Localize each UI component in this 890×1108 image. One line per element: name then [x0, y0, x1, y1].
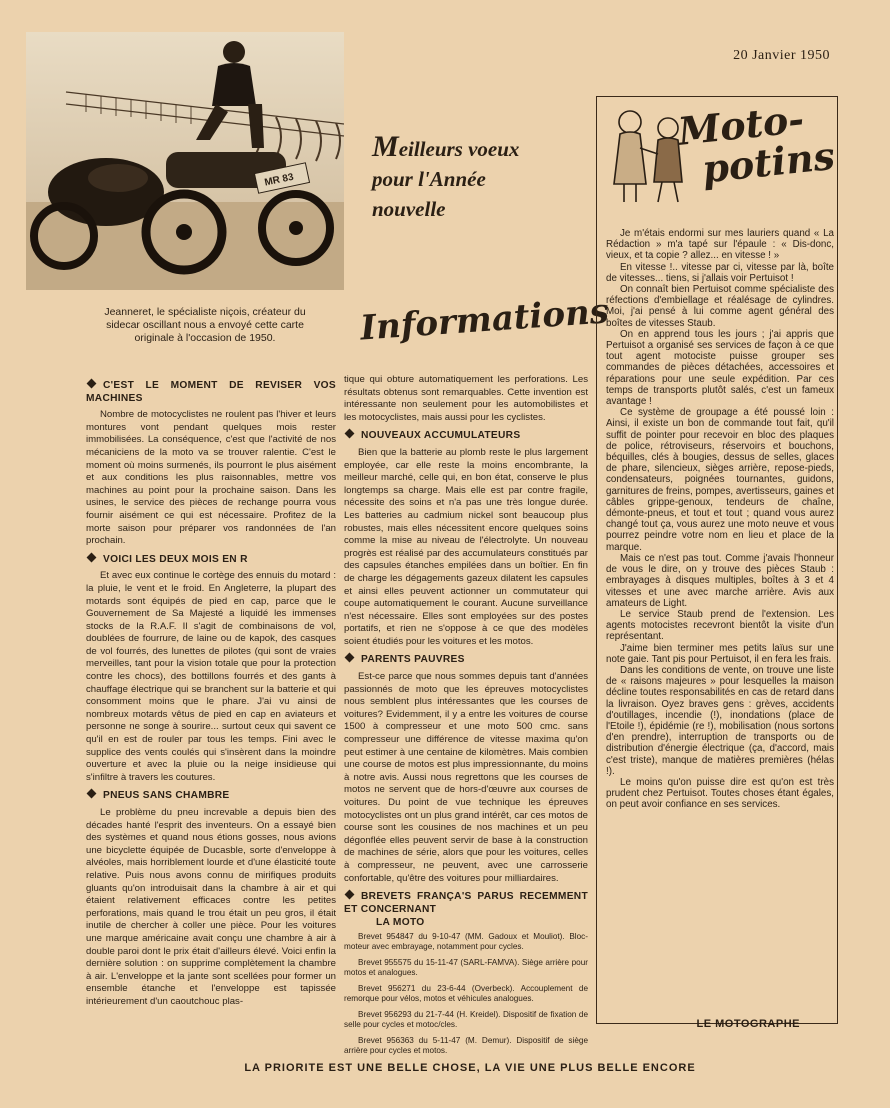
- section-title: PARENTS PAUVRES: [361, 654, 465, 666]
- diamond-bullet-icon: [87, 552, 97, 562]
- diamond-bullet-icon: [87, 789, 97, 799]
- footer-slogan: LA PRIORITE EST UNE BELLE CHOSE, LA VIE UNE PLUS BELLE ENCORE: [244, 1062, 696, 1074]
- continuation-paragraph: tique qui obture automatiquement les perforations. Les résultats obtenus sont remarquables. Cette invention est intéressante non seulement pour les automobilistes et les motocyclistes, mais aussi pour les cyclistes.: [344, 374, 588, 423]
- column-1: [86, 374, 336, 1015]
- informations-heading: [358, 291, 611, 370]
- greeting-line-1: [372, 132, 584, 164]
- cartoon-figures: [614, 111, 682, 202]
- diamond-bullet-icon: [345, 890, 355, 900]
- section-heading: [86, 790, 336, 803]
- motopotins-paragraph: En vitesse !.. vitesse par ci, vitesse par là, boîte de vitesses... tiens, si j'allais voir Pertuisot !: [606, 261, 834, 284]
- motopotins-paragraph: On connaît bien Pertuisot comme spécialiste des réfections d'embiellage et réalésage de cylindres. Moi, j'ai pensé à lui comme agent général des boîtes de vitesses Staub.: [606, 284, 834, 329]
- section-title: NOUVEAUX ACCUMULATEURS: [361, 430, 521, 442]
- issue-date: 20 Janvier 1950: [733, 48, 830, 63]
- section-heading: [344, 654, 588, 667]
- brevet-entry: Brevet 956271 du 23-6-44 (Overbeck). Accouplement de remorque pour vélos, motos et véhicules analogues.: [344, 983, 588, 1003]
- brevet-entry: Brevet 954847 du 9-10-47 (MM. Gadoux et Mouliot). Bloc-moteur avec embrayage, notamment pour cycles.: [344, 931, 588, 951]
- section-paragraph: Bien que la batterie au plomb reste le plus largement employée, car elle reste la moins encombrante, la meilleur marché, celle qui, en bon état, conserve le plus longtemps sa charge. Mais elle est par contre fragile, nécessite des soins et n'a pas une très longue durée. Les batteries au cadmium nickel sont beaucoup plus robustes, mais elles nécessitent encore quelques soins comme la mise au niveau de l'électrolyte. Un nouveau progrès est réalisé par des accumulateurs constitués par des capsules étanches empilées dans un boîtier. En fin de charge les dégagements gazeux dilatent les capsules et ainsi elles peuvent actionner un commutateur qui coupe automatiquement le courant. Aucune surveillance n'est nécessaire. Elles sont employées sur des postes portatifs, et rien ne s'oppose à ce que des modèles soient étudiés pour les voitures et les motos.: [344, 446, 588, 647]
- motopotins-signature: LE MOTOGRAPHE: [696, 1018, 800, 1030]
- motopotins-paragraph: Le moins qu'on puisse dire est qu'on est très prudent chez Pertuisot. Toutes choses étant égales, on peut avoir confiance en ses services.: [606, 776, 834, 811]
- motopotins-paragraph: Dans les conditions de vente, on trouve une liste de « raisons majeures » pour lesquelles la maison décline toutes responsabilités en cas de retard dans la livraison. Oyez braves gens : grèves, accidents d'outillages, incendie (!), inondations (place de l'Etoile !), épidémie (re !), mobilisation (nous sortons d'en prendre), interruption de transports ou de distribution d'énergie électrique (ça, d'accord, mais c'est triste), manque de matières premières (hélas !).: [606, 664, 834, 777]
- section-paragraph: Est-ce parce que nous sommes depuis tant d'années passionnés de moto que les épreuves motocyclistes nous semblent plus intéressantes que les courses de voitures? Evidemment, il y a entre les voitures de course 1500 à compresseur et une moto 500 cmc. sans compresseur une différence de vitesse maxima qu'on peut estimer à une centaine de kilomètres. Mais combien une course de motos est plus impressionnante, du moins à notre avis. Aussi nous regrettons que les courses de motos ne servent que de hors-d'œuvre aux courses de voitures. Du point de vue technique les épreuves motocyclistes ont un plus grand intérêt, car ces motos de course sont les cousines de nos machines et un peu dégonflée elles peuvent servir de base à la construction de machines de série, alors que pour les voitures, celles à compresseur, ne peuvent, avec une carrosserie confortable, qu'être des voitures pour milliardaires.: [344, 671, 588, 884]
- brevets-title: BREVETS FRANÇA'S PARUS RECEMMENT ET CONCERNANT: [344, 891, 588, 915]
- diamond-bullet-icon: [87, 379, 97, 389]
- diamond-bullet-icon: [345, 429, 355, 439]
- motopotins-paragraph: On en apprend tous les jours ; j'ai appris que Pertuisot a organisé ses services de façon à ce que tout agent motociste puisse grouper ses commandes de pièces détachées, accessoires et réparations pour une seule expédition. Par ces temps de transports plutôt salés, c'est un fameux avantage !: [606, 328, 834, 408]
- sidecar-photo: [26, 32, 344, 290]
- greeting: [372, 132, 584, 224]
- greeting-line-1-text: eilleurs voeux: [398, 137, 520, 161]
- motopotins-title-line-1: Moto-: [675, 95, 807, 154]
- motopotins-paragraph: Je m'étais endormi sur mes lauriers quand « La Rédaction » m'a tapé sur l'épaule : « Dis-donc, vieux, et ta copie ? allez... en vitesse ! »: [606, 228, 834, 262]
- brevet-entry: Brevet 956363 du 5-11-47 (M. Demur). Dispositif de siège arrière pour cycles et motos.: [344, 1035, 588, 1055]
- greeting-line-2: pour l'Année: [372, 167, 486, 191]
- motopotins-title: [675, 95, 837, 192]
- greeting-initial: M: [372, 130, 399, 163]
- column-2: [344, 374, 588, 1062]
- section-paragraph: Et avec eux continue le cortège des ennuis du motard : la pluie, le vent et le froid. En Angleterre, la plupart des motards sont équipés de pied en cap, parce que le Gouvernement de Sa Majesté a liquidé les immenses stocks de la R.A.F. Il s'agit de combinaisons de vol, doublées de fourrure, de laine ou de kapok, des casques de vol fourrés, des lunettes de pilotes (qui sont de vraies merveilles, tant pour la vision totale que pour la protection contre les chocs), des bottillons fourrés et des gants à chauffage électrique qui se branchent sur la batterie et qui consomment moins que le phare. J'ai vu ainsi de nombreux motards vêtus de pied en cap en aviateurs et personne ne songe à sourire... surtout ceux qui savent ce qu'il en est de rouler par tous les temps. Fini avec le supplice des vents coulés qui s'insèrent dans la moindre ouverture et avec la pluie ou la neige insidieuse qui s'infiltre à travers les coutures.: [86, 570, 336, 783]
- photo-caption: Jeanneret, le spécialiste niçois, créateur du sidecar oscillant nous a envoyé cette carte originale à l'occasion de 1950.: [104, 306, 306, 344]
- motopotins-title-line-2: potins: [699, 132, 837, 192]
- section-title: PNEUS SANS CHAMBRE: [103, 790, 230, 802]
- section-paragraph: Le problème du pneu increvable a depuis bien des décades hanté l'esprit des inventeurs. On a essayé bien des systèmes et quand nous étions gosses, nous avions une bicyclette équipée de Ducasble, sorte d'enveloppe à alvéoles, mais horriblement lourde et d'une élasticité toute relative. Puis nous avons connu de mirifiques produits gluants qu'on introduisait dans la chambre à air et qui étaient relativement efficaces contre les petites perforations, mais quand le trou était un peu gros, il était inutile de chercher à coller une pièce. Pour les voitures une marque américaine avait conçu une chambre à air à double paroi dont le prix était d'ailleurs élevé. Voici enfin la dernière solution : on supprime complètement la chambre à air. L'enveloppe et la jante sont scellées pour former un ensemble étanche et l'enveloppe est tapissée intérieurement d'un caoutchouc plas-: [86, 807, 336, 1007]
- greeting-line-3: nouvelle: [372, 197, 446, 221]
- section-title: C'EST LE MOMENT DE REVISER VOS MACHINES: [86, 380, 336, 404]
- brevets-subheading: LA MOTO: [376, 917, 425, 929]
- section-heading: [86, 380, 336, 405]
- section-heading: [86, 554, 336, 567]
- informations-title: Informations: [358, 291, 611, 349]
- motopotins-paragraph: Mais ce n'est pas tout. Comme j'avais l'honneur de vous le dire, on y trouve des pièces Staub : embrayages à disques multiples, boîtes à 3 et 4 vitesses et une avec marche arrière. Avis aux amateurs de Light.: [606, 552, 834, 609]
- motopotins-paragraph: J'aime bien terminer mes petits laïus sur une note gaie. Tant pis pour Pertuisot, il en fera les frais.: [606, 642, 834, 665]
- brevet-entry: Brevet 956293 du 21-7-44 (H. Kreidel). Dispositif de fixation de selle pour cycles et motoc/cles.: [344, 1009, 588, 1029]
- diamond-bullet-icon: [345, 653, 355, 663]
- brevet-entry: Brevet 955575 du 15-11-47 (SARL-FAMVA). Siège arrière pour motos et analogues.: [344, 957, 588, 977]
- motopotins-paragraph: Le service Staub prend de l'extension. Les agents motocistes recevront bientôt la visite d'un représentant.: [606, 608, 834, 643]
- section-heading: [344, 430, 588, 443]
- section-title: VOICI LES DEUX MOIS EN R: [103, 553, 248, 565]
- motopotins-column: [606, 228, 834, 811]
- section-paragraph: Nombre de motocyclistes ne roulent pas l'hiver et leurs montures vont pendant quelques mois rester immobilisées. La conséquence, c'est que l'activité de nos mécaniciens de la moto va se trouver ralentie. C'est le moment où moins surmenés, ils pourront le plus aisément et aux conditions les plus raisonnables, mettre vos machines au point pour la prochaine saison. Dans les usines, le service des pièces de rechange pourra vous fournir aisément ce qui est nécessaire. Profitez de la morte saison pour préparer vos randonnées de l'an prochain.: [86, 409, 336, 547]
- license-plate: MR 83: [263, 171, 295, 189]
- motopotins-paragraph: Ce système de groupage a été poussé loin : Ainsi, il existe un bon de commande tout fait, qu'il suffit de pointer pour recevoir en bloc des plaques de police, rétroviseurs, réservoirs et bouchons, béquilles, clés à bougies, dessus de selles, glaces de phare, silencieux, sièges arrière, repose-pieds, condensateurs, poignées tournantes, guidons, garnitures de freins, pompes, avertisseurs, gaines et câbles grippe-genoux, tendeurs de chaîne, démonte-pneus, et tout et tout ; quand vous aurez changé tout ça, vous aurez une moto neuve et vous pourrez peindre votre nom en lieu et place de la marque.: [606, 407, 834, 553]
- brevets-heading: [344, 891, 588, 916]
